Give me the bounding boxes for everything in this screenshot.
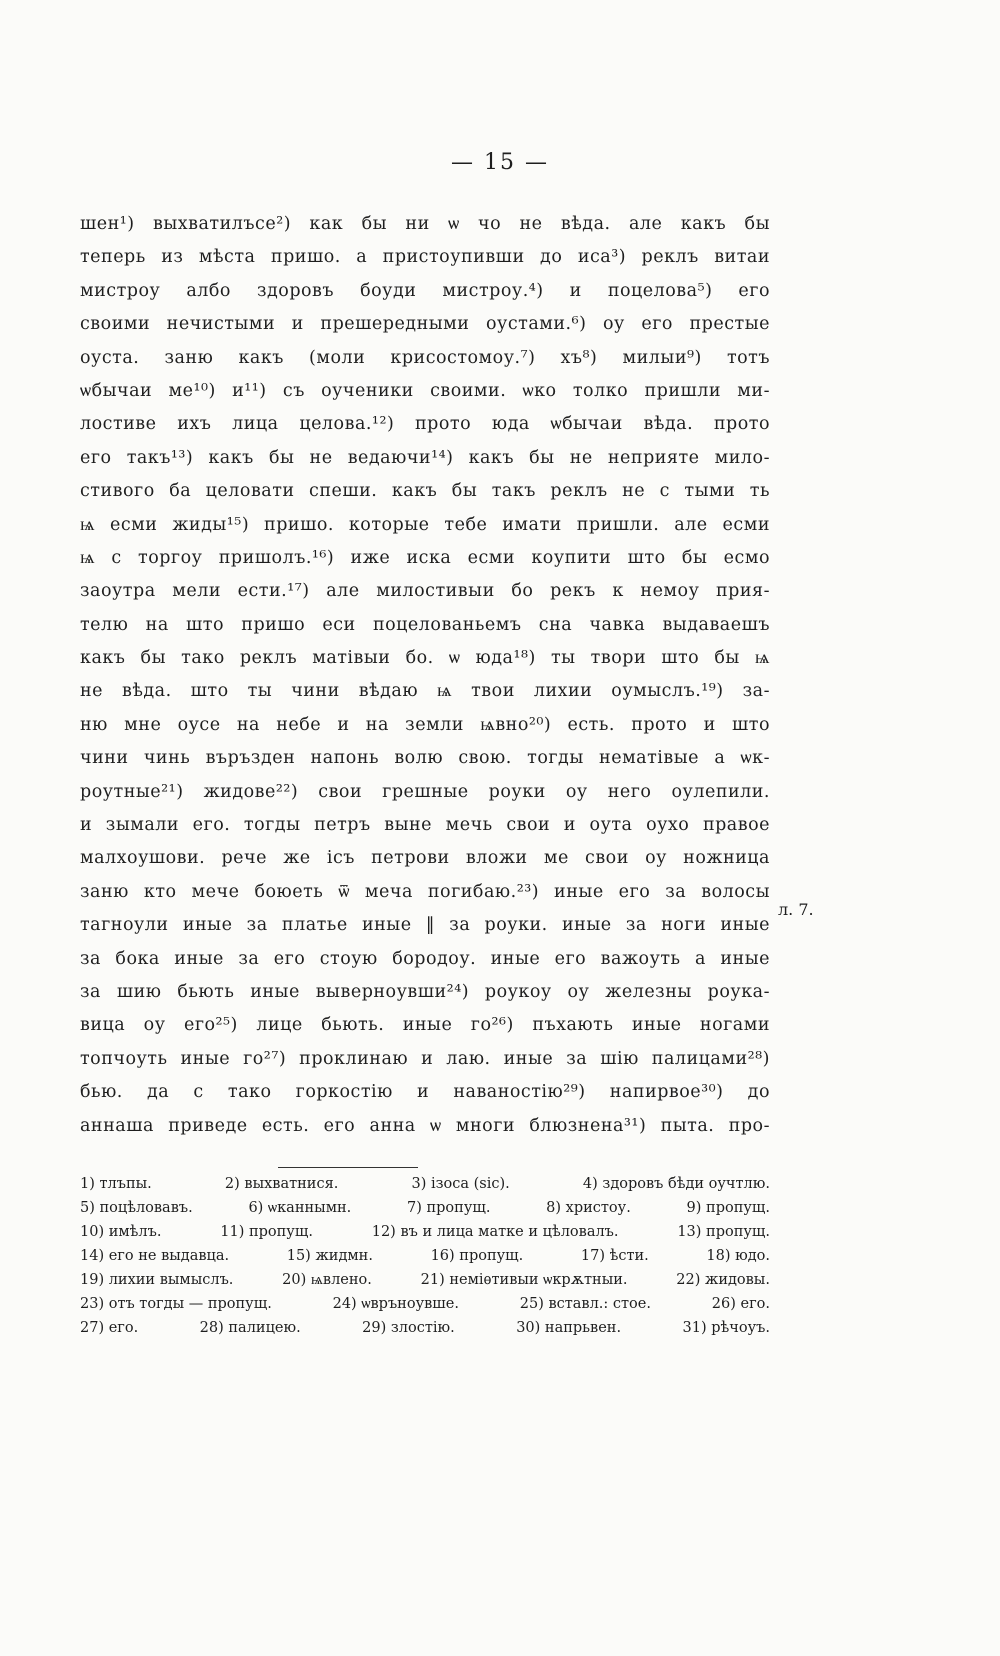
text-line: бью. да с тако горкостію и наваностію²⁹) напирвое³⁰) до [80, 1082, 770, 1103]
footnote: 12) въ и лица матке и цѣловалъ. [371, 1224, 619, 1240]
footnote: 30) напрьвен. [516, 1320, 622, 1336]
text-line: лостиве ихъ лица целова.¹²) прото юда ѡбычаи вѣда. прото [80, 414, 770, 435]
text-line: чини чинь въръзден напонь волю свою. тогды нематівые а ѡк- [80, 748, 770, 769]
footnote-row [80, 1172, 770, 1196]
footnote-row [80, 1220, 770, 1244]
footnote: 13) пропущ. [677, 1224, 770, 1240]
text-line: оуста. заню какъ (моли крисостомоу.⁷) хъ⁸) милыи⁹) тотъ [80, 347, 770, 368]
footnote: 17) ѣсти. [580, 1248, 649, 1264]
text-line: заню кто мече боюеть ѿ меча погибаю.²³) иные его за волосы [80, 881, 770, 902]
footnote: 7) пропущ. [406, 1200, 491, 1216]
footnote-row [80, 1316, 770, 1340]
footnote: 4) здоровъ бѣди оучтлю. [582, 1176, 770, 1192]
footnote-row [80, 1196, 770, 1220]
footnote-row [80, 1244, 770, 1268]
text-line: мистроу албо здоровъ боуди мистроу.⁴) и поцелова⁵) его [80, 280, 770, 301]
footnote: 3) ізоса (sic). [411, 1176, 510, 1192]
footnote-row [80, 1292, 770, 1316]
text-line: за шию бьють иные выверноувши²⁴) роукоу оу железны роука- [80, 981, 770, 1002]
footnotes [80, 1172, 770, 1340]
footnote: 9) пропущ. [686, 1200, 770, 1216]
page-number: — 15 — [451, 150, 549, 175]
footnote: 28) палицею. [199, 1320, 301, 1336]
footnote: 24) ѡвръноувше. [332, 1296, 459, 1312]
text-line: заоутра мели ести.¹⁷) але милостивыи бо рекъ к немоу прия- [80, 581, 770, 602]
footnote: 25) вставл.: стое. [519, 1296, 651, 1312]
text-line: и зымали его. тогды петръ выне мечь свои и оута оухо правое [80, 815, 770, 836]
footnote: 23) отъ тогды — пропущ. [80, 1296, 272, 1312]
footnote: 8) христоу. [546, 1200, 631, 1216]
footnote: 19) лихии вымыслъ. [80, 1272, 234, 1288]
footnote: 5) поцѣловавъ. [80, 1200, 193, 1216]
footnote: 16) пропущ. [430, 1248, 524, 1264]
text-line: за бока иные за его стоую бородоу. иные его важоуть а иные [80, 948, 770, 969]
footnote-divider [278, 1167, 418, 1168]
text-line: малхоушови. рече же ісъ петрови вложи ме свои оу ножница [80, 848, 770, 869]
text-line: вица оу его²⁵) лице бьють. иные го²⁶) пъхають иные ногами [80, 1015, 770, 1036]
main-text [80, 208, 770, 1143]
text-line: не вѣда. што ты чини вѣдаю ѩ твои лихии оумыслъ.¹⁹) за- [80, 681, 770, 702]
text-line: его такъ¹³) какъ бы не ведаючи¹⁴) какъ бы не неприяте мило- [80, 447, 770, 468]
text-line: ѡбычаи ме¹⁰) и¹¹) съ оученики своими. ѡко толко пришли ми- [80, 380, 770, 401]
text-line: теперь из мѣста пришо. а пристоупивши до иса³) реклъ витаи [80, 247, 770, 268]
footnote: 27) его. [80, 1320, 139, 1336]
text-line: ѩ с торгоу пришолъ.¹⁶) иже иска есми коупити што бы есмо [80, 547, 770, 568]
text-line: своими нечистыми и прешередными оустами.⁶) оу его престые [80, 314, 770, 335]
footnote: 26) его. [711, 1296, 770, 1312]
text-line: ню мне оусе на небе и на земли ѩвно²⁰) есть. прото и што [80, 714, 770, 735]
text-line: ѩ есми жиды¹⁵) пришо. которые тебе имати пришли. але есми [80, 514, 770, 535]
footnote-row [80, 1268, 770, 1292]
text-line: телю на што пришо еси поцелованьемъ сна чавка выдаваешъ [80, 614, 770, 635]
footnote: 29) злостію. [362, 1320, 455, 1336]
footnote: 22) жидовы. [676, 1272, 770, 1288]
text-line: какъ бы тако реклъ матівыи бо. ѡ юда¹⁸) ты твори што бы ѩ [80, 648, 770, 669]
footnote: 1) тлъпы. [80, 1176, 152, 1192]
text-line: аннаша приведе есть. его анна ѡ многи блюзнена³¹) пыта. про- [80, 1115, 770, 1136]
text-line: топчоуть иные го²⁷) проклинаю и лаю. иные за шію палицами²⁸) [80, 1048, 770, 1069]
footnote: 21) неміѳтивыи ѡкрѫтныи. [420, 1272, 628, 1288]
footnote: 11) пропущ. [220, 1224, 313, 1240]
footnote: 14) его не выдавца. [80, 1248, 230, 1264]
folio-margin-note: л. 7. [778, 900, 814, 919]
footnote: 6) ѡканнымн. [248, 1200, 352, 1216]
text-line: тагноули иные за платье иные ‖ за роуки. иные за ноги иные [80, 915, 770, 936]
footnote: 10) имѣлъ. [80, 1224, 162, 1240]
footnote: 15) жидмн. [286, 1248, 373, 1264]
text-line: стивого ба целовати спеши. какъ бы такъ реклъ не с тыми ть [80, 481, 770, 502]
text-line: шен¹) выхватилъсе²) как бы ни ѡ чо не вѣда. але какъ бы [80, 214, 770, 234]
footnote: 20) ѩвлено. [282, 1272, 372, 1288]
footnote: 2) выхватнися. [224, 1176, 339, 1192]
footnote: 31) рѣчоуъ. [682, 1320, 770, 1336]
footnote: 18) юдо. [706, 1248, 770, 1264]
text-line: роутные²¹) жидове²²) свои грешные роуки оу него оулепили. [80, 781, 770, 802]
